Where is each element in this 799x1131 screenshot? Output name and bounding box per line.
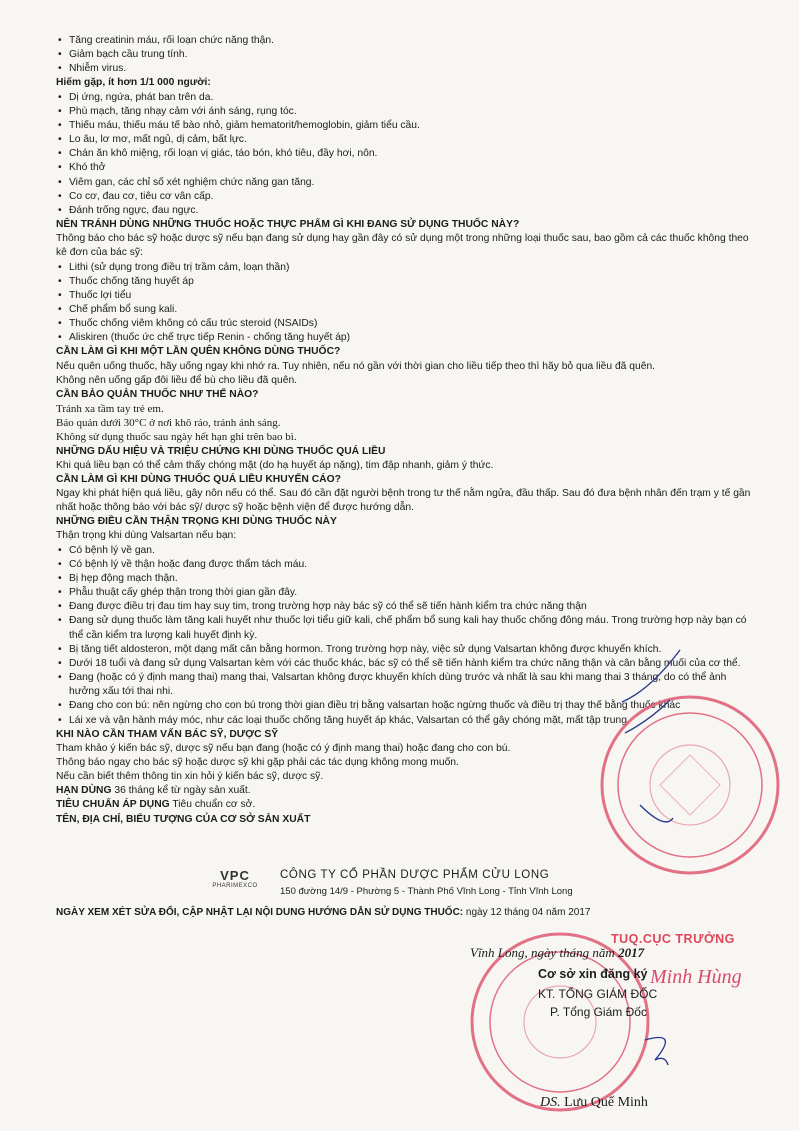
overdose-action-text: Ngay khi phát hiện quá liều, gây nôn nếu có thể. Sau đó cần đặt người bệnh trong tư thế nằm ngửa, đầu thấp. Sau đó đưa bệnh nhân đến trạm y tế gần nhất hoặc thông báo với bác sỹ/ dược sỹ hoặc bệnh viện để được hướng dẫn. — [56, 488, 751, 514]
list-item: • Tăng creatinin máu, rối loạn chức năng thận. — [56, 34, 756, 48]
consult-line: Nếu cần biết thêm thông tin xin hỏi ý kiến bác sỹ, dược sỹ. — [56, 771, 324, 783]
list-item: • Thuốc chống tăng huyết áp — [56, 275, 756, 289]
list-item: • Nhiễm virus. — [56, 62, 756, 76]
storage-line: Bảo quản dưới 30°C ở nơi khô ráo, tránh ánh sáng. — [56, 417, 281, 430]
consult-line: Thông báo ngay cho bác sỹ hoặc dược sỹ khi gặp phải các tác dụng không mong muốn. — [56, 756, 459, 768]
rare-bullet-list — [56, 91, 756, 218]
company-logo — [205, 868, 265, 889]
signer-prefix: DS. — [540, 1095, 565, 1110]
company-name: CÔNG TY CỔ PHẦN DƯỢC PHẨM CỬU LONG — [280, 869, 550, 881]
review-date — [56, 907, 590, 918]
logo-mark: VPC — [220, 868, 250, 883]
shelf-life-label: HẠN DÙNG — [56, 785, 112, 797]
list-item: • Đánh trống ngực, đau ngực. — [56, 204, 756, 218]
review-value: ngày 12 tháng 04 năm 2017 — [463, 907, 591, 918]
list-item: • Bị tăng tiết aldosteron, một dạng mất cân bằng hormon. Trong trường hợp này, việc sử dụng Valsartan không được khuyến khích. — [56, 643, 756, 657]
list-item: • Viêm gan, các chỉ số xét nghiệm chức năng gan tăng. — [56, 176, 756, 190]
list-item: • Thiếu máu, thiếu máu tế bào nhỏ, giảm hematorit/hemoglobin, giảm tiểu cầu. — [56, 119, 756, 133]
avoid-heading: NÊN TRÁNH DÙNG NHỮNG THUỐC HOẶC THỰC PHẨM GÌ KHI ĐANG SỬ DỤNG THUỐC NÀY? — [56, 219, 520, 231]
overdose-action-heading: CẦN LÀM GÌ KHI DÙNG THUỐC QUÁ LIỀU KHUYẾN CÁO? — [56, 473, 341, 485]
storage-line: Tránh xa tầm tay trẻ em. — [56, 403, 164, 416]
list-item: • Có bệnh lý về thận hoặc đang được thẩm tách máu. — [56, 558, 756, 572]
place-date-text: Vĩnh Long, ngày tháng năm — [470, 945, 619, 960]
rare-heading: Hiếm gặp, ít hơn 1/1 000 người: — [56, 77, 211, 89]
list-item: • Co cơ, đau cơ, tiêu cơ vân cấp. — [56, 190, 756, 204]
standard-label: TIÊU CHUẨN ÁP DỤNG — [56, 799, 170, 811]
manufacturer-heading: TÊN, ĐỊA CHỈ, BIỂU TƯỢNG CỦA CƠ SỞ SẢN XUẤT — [56, 813, 311, 825]
signer-title: KT. TỔNG GIÁM ĐỐC — [538, 987, 658, 1001]
signature-year: 2017 — [618, 945, 645, 960]
list-item: • Thuốc lợi tiểu — [56, 289, 756, 303]
list-item: • Lithi (sử dụng trong điều trị trầm cảm, loạn thần) — [56, 261, 756, 275]
caution-bullet-list — [56, 544, 756, 728]
list-item: • Phù mạch, tăng nhạy cảm với ánh sáng, rụng tóc. — [56, 105, 756, 119]
list-item: • Đang (hoặc có ý định mang thai) mang thai, Valsartan không được khuyến khích dùng trước và nhất là sau khi mang thai 3 tháng, do có thể ảnh hưởng xấu tới thai nhi. — [56, 671, 756, 699]
list-item: • Chế phẩm bổ sung kali. — [56, 303, 756, 317]
overdose-signs-text: Khi quá liều bạn có thể cảm thấy chóng mặt (do hạ huyết áp nặng), tim đập nhanh, giảm ý thức. — [56, 459, 494, 471]
signer-name — [540, 1095, 648, 1111]
list-item: • Phẫu thuật cấy ghép thận trong thời gian gần đây. — [56, 586, 756, 600]
list-item: • Khó thở — [56, 161, 756, 175]
list-item: • Dị ứng, ngứa, phát ban trên da. — [56, 91, 756, 105]
caution-heading: NHỮNG ĐIỀU CẦN THẬN TRỌNG KHI DÙNG THUỐC NÀY — [56, 516, 337, 528]
standard — [56, 798, 756, 812]
overdose-signs-heading: NHỮNG DẤU HIỆU VÀ TRIỆU CHỨNG KHI DÙNG THUỐC QUÁ LIỀU — [56, 445, 386, 457]
list-item: • Có bệnh lý về gan. — [56, 544, 756, 558]
shelf-life — [56, 784, 756, 798]
storage-heading: CẦN BẢO QUẢN THUỐC NHƯ THẾ NÀO? — [56, 388, 259, 400]
avoid-bullet-list — [56, 261, 756, 346]
list-item: • Chán ăn khô miệng, rối loạn vị giác, táo bón, khó tiêu, đầy hơi, nôn. — [56, 147, 756, 161]
list-item: • Aliskiren (thuốc ức chế trực tiếp Renin - chống tăng huyết áp) — [56, 331, 756, 345]
signer-fullname: Lưu Quế Minh — [564, 1095, 648, 1110]
avoid-intro: Thông báo cho bác sỹ hoặc dược sỹ nếu bạn đang sử dụng hay gần đây có sử dụng một trong những loại thuốc sau, bao gồm cả các thuốc không theo kê đơn của bác sỹ: — [56, 233, 749, 259]
top-bullet-list — [56, 34, 756, 76]
list-item: • Lo âu, lơ mơ, mất ngủ, dị cảm, bất lực. — [56, 133, 756, 147]
missed-dose-line: Nếu quên uống thuốc, hãy uống ngay khi nhớ ra. Tuy nhiên, nếu nó gần với thời gian cho liều tiếp theo thì hãy bỏ qua liều đã quên. — [56, 360, 656, 372]
standard-value: Tiêu chuẩn cơ sở. — [169, 799, 256, 811]
shelf-life-value: 36 tháng kể từ ngày sản xuất. — [111, 785, 251, 797]
list-item: • Lái xe và vận hành máy móc, như các loại thuốc chống tăng huyết áp khác, Valsartan có thể gây chóng mặt, mất tập trung — [56, 714, 756, 728]
consult-line: Tham khảo ý kiến bác sỹ, dược sỹ nếu bạn đang (hoặc có ý định mang thai) hoặc đang cho con bú. — [56, 742, 511, 754]
list-item: • Dưới 18 tuổi và đang sử dụng Valsartan kèm với các thuốc khác, bác sỹ có thể sẽ tiến hành kiểm tra chức năng thận và cân bằng muối của cơ thể. — [56, 657, 756, 671]
list-item: • Giảm bạch cầu trung tính. — [56, 48, 756, 62]
company-address: 150 đường 14/9 - Phường 5 - Thành Phố Vĩnh Long - Tỉnh Vĩnh Long — [280, 886, 573, 897]
leaflet-body — [56, 34, 756, 827]
logo-subtitle: PHARIMEXCO — [212, 883, 258, 889]
list-item: • Thuốc chống viêm không có cấu trúc steroid (NSAIDs) — [56, 317, 756, 331]
official-title: TUQ.CỤC TRƯỞNG — [611, 932, 735, 946]
official-signature: Minh Hùng — [650, 966, 742, 988]
missed-dose-line: Không nên uống gấp đôi liều để bù cho liều đã quên. — [56, 374, 298, 386]
list-item: • Đang sử dụng thuốc làm tăng kali huyết như thuốc lợi tiểu giữ kali, chế phẩm bổ sung kali hay thuốc chống đông máu. Trong trường hợp này bạn có thể cần kiểm tra lượng kali huyết định kỳ. — [56, 614, 756, 642]
review-label: NGÀY XEM XÉT SỬA ĐỔI, CẬP NHẬT LẠI NỘI DUNG HƯỚNG DẪN SỬ DỤNG THUỐC: — [56, 907, 464, 918]
applicant-label: Cơ sở xin đăng ký — [538, 967, 648, 981]
list-item: • Đang cho con bú: nên ngừng cho con bú trong thời gian điều trị bằng valsartan hoặc ngừng thuốc và điều trị thay thế bằng thuốc khác — [56, 699, 756, 713]
signature-place-date — [470, 945, 770, 961]
list-item: • Bị hẹp động mạch thận. — [56, 572, 756, 586]
missed-dose-heading: CẦN LÀM GÌ KHI MỘT LẦN QUÊN KHÔNG DÙNG THUỐC? — [56, 346, 341, 358]
consult-heading: KHI NÀO CẦN THAM VẤN BÁC SỸ, DƯỢC SỸ — [56, 728, 279, 740]
caution-intro: Thận trọng khi dùng Valsartan nếu bạn: — [56, 530, 237, 542]
list-item: • Đang được điều trị đau tim hay suy tim, trong trường hợp này bác sỹ có thể sẽ tiến hành kiểm tra chức năng thận — [56, 600, 756, 614]
signer-deputy: P. Tổng Giám Đốc — [550, 1005, 647, 1019]
storage-line: Không sử dụng thuốc sau ngày hết hạn ghi trên bao bì. — [56, 431, 297, 444]
